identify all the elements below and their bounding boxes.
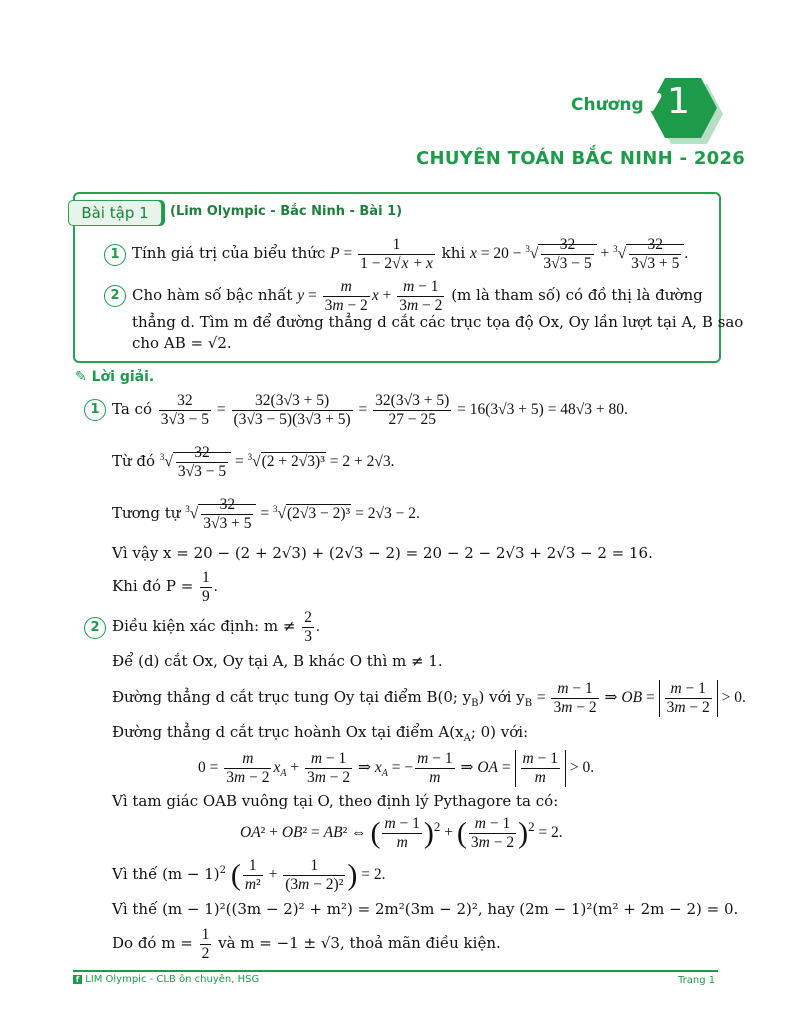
part2-line2: thẳng d. Tìm m để đường thẳng d cắt các trục tọa độ Ox, Oy lần lượt tại A, B sao (132, 313, 744, 331)
sol2-line2: Để (d) cắt Ox, Oy tại A, B khác O thì m ≠ 1. (112, 652, 443, 670)
part2-number: 2 (104, 284, 126, 307)
solution-heading: ✎ Lời giải. (75, 369, 155, 385)
sol2-line8: Do đó m = $\frac{1}{2}$ và m = −1 ± √3, thoả mãn điều kiện. (112, 926, 501, 962)
footer-left: f LIM Olympic - CLB ôn chuyên, HSG (73, 974, 259, 985)
part1-number: 1 (104, 243, 126, 266)
sol2-line3: Đường thẳng d cắt trục tung Oy tại điểm B(0; $y_B$) với $y_B$ = $\frac{m - 1}{3m - 2}$ ⇒ OB = $\frac{m - 1}{3m - 2}$ > 0. (112, 680, 746, 716)
sol1-line4: Vì vậy x = 20 − (2 + 2√3) + (2√3 − 2) = 20 − 2 − 2√3 + 2√3 − 2 = 16. (112, 544, 653, 562)
facebook-icon: f (73, 975, 82, 984)
chapter-number: 1 (667, 81, 690, 122)
part1-statement: Tính giá trị của biểu thức P = $\frac{1}{1 - 2√x + x}$ khi x = 20 − $^3$√ $\frac{32}{3√3 - 5}$ + $^3$√ $\frac{32}{3√3 + 5}$ . (132, 236, 689, 272)
footer-page-number: Trang 1 (678, 975, 716, 986)
sol2-line4: Đường thẳng d cắt trục hoành Ox tại điểm $A(x_A$; 0) với: (112, 723, 529, 744)
footer-divider (73, 970, 718, 972)
sol2-eq-ox: 0 = $\frac{m}{3m - 2}$ $x_A$ + $\frac{m - 1}{3m - 2}$ ⇒ $x_A$ = − $\frac{m - 1}{m}$ ⇒ OA = $\frac{m - 1}{m}$ > 0. (198, 750, 595, 786)
sol1-line2: Từ đó $^3$√ $\frac{32}{3√3 - 5}$ = $^3$√(2 + 2√3)³ = 2 + 2√3. (112, 444, 395, 480)
problem-tag: Bài tập 1 (68, 200, 162, 226)
page-title: CHUYÊN TOÁN BẮC NINH - 2026 (416, 148, 746, 169)
sol2-line1: Điều kiện xác định: m ≠ $\frac{2}{3}$ . (112, 609, 320, 645)
sol1-line3: Tương tự $^3$√ $\frac{32}{3√3 + 5}$ = $^3$√(2√3 − 2)³ = 2√3 − 2. (112, 496, 420, 532)
chapter-word: Chương (571, 95, 644, 115)
problem-source: (Lim Olympic - Bắc Ninh - Bài 1) (170, 204, 403, 219)
part2-statement: Cho hàm số bậc nhất y = $\frac{m}{3m - 2}$ x + $\frac{m - 1}{3m - 2}$ (m là tham số) có đồ thị là đường (132, 278, 703, 314)
pencil-icon: ✎ (75, 369, 87, 385)
sol2-line6: Vì thế $(m - 1)^2$ ( $\frac{1}{\text{m²}}$ + $\frac{1}{\text{(3m − 2)²}}$ ) = 2. (112, 857, 386, 893)
sol1-number: 1 (84, 398, 106, 421)
sol2-line5: Vì tam giác OAB vuông tại O, theo định lý Pythagore ta có: (112, 792, 559, 810)
sol1-line1: Ta có $\frac{32}{3√3 - 5}$ = $\frac{32(3√3 + 5)}{(3√3 - 5)(3√3 + 5)}$ = $\frac{32(3√3 + 5)}{27 - 25}$ = 16(3√3 + 5) = 48√3 + 80. (112, 392, 628, 428)
sol2-line7: Vì thế (m − 1)²((3m − 2)² + m²) = 2m²(3m − 2)², hay (2m − 1)²(m² + 2m − 2) = 0. (112, 900, 739, 918)
sol2-eq-pyth: OA² + OB² = AB² ⇔ ( $\frac{m - 1}{m}$ )$^2$ + ( $\frac{m - 1}{3m - 2}$ )$^2$ = 2. (240, 815, 563, 851)
part2-line3: cho AB = √2. (132, 334, 232, 352)
sol2-number: 2 (84, 616, 106, 639)
sol1-line5: Khi đó P = $\frac{1}{9}$ . (112, 569, 218, 605)
